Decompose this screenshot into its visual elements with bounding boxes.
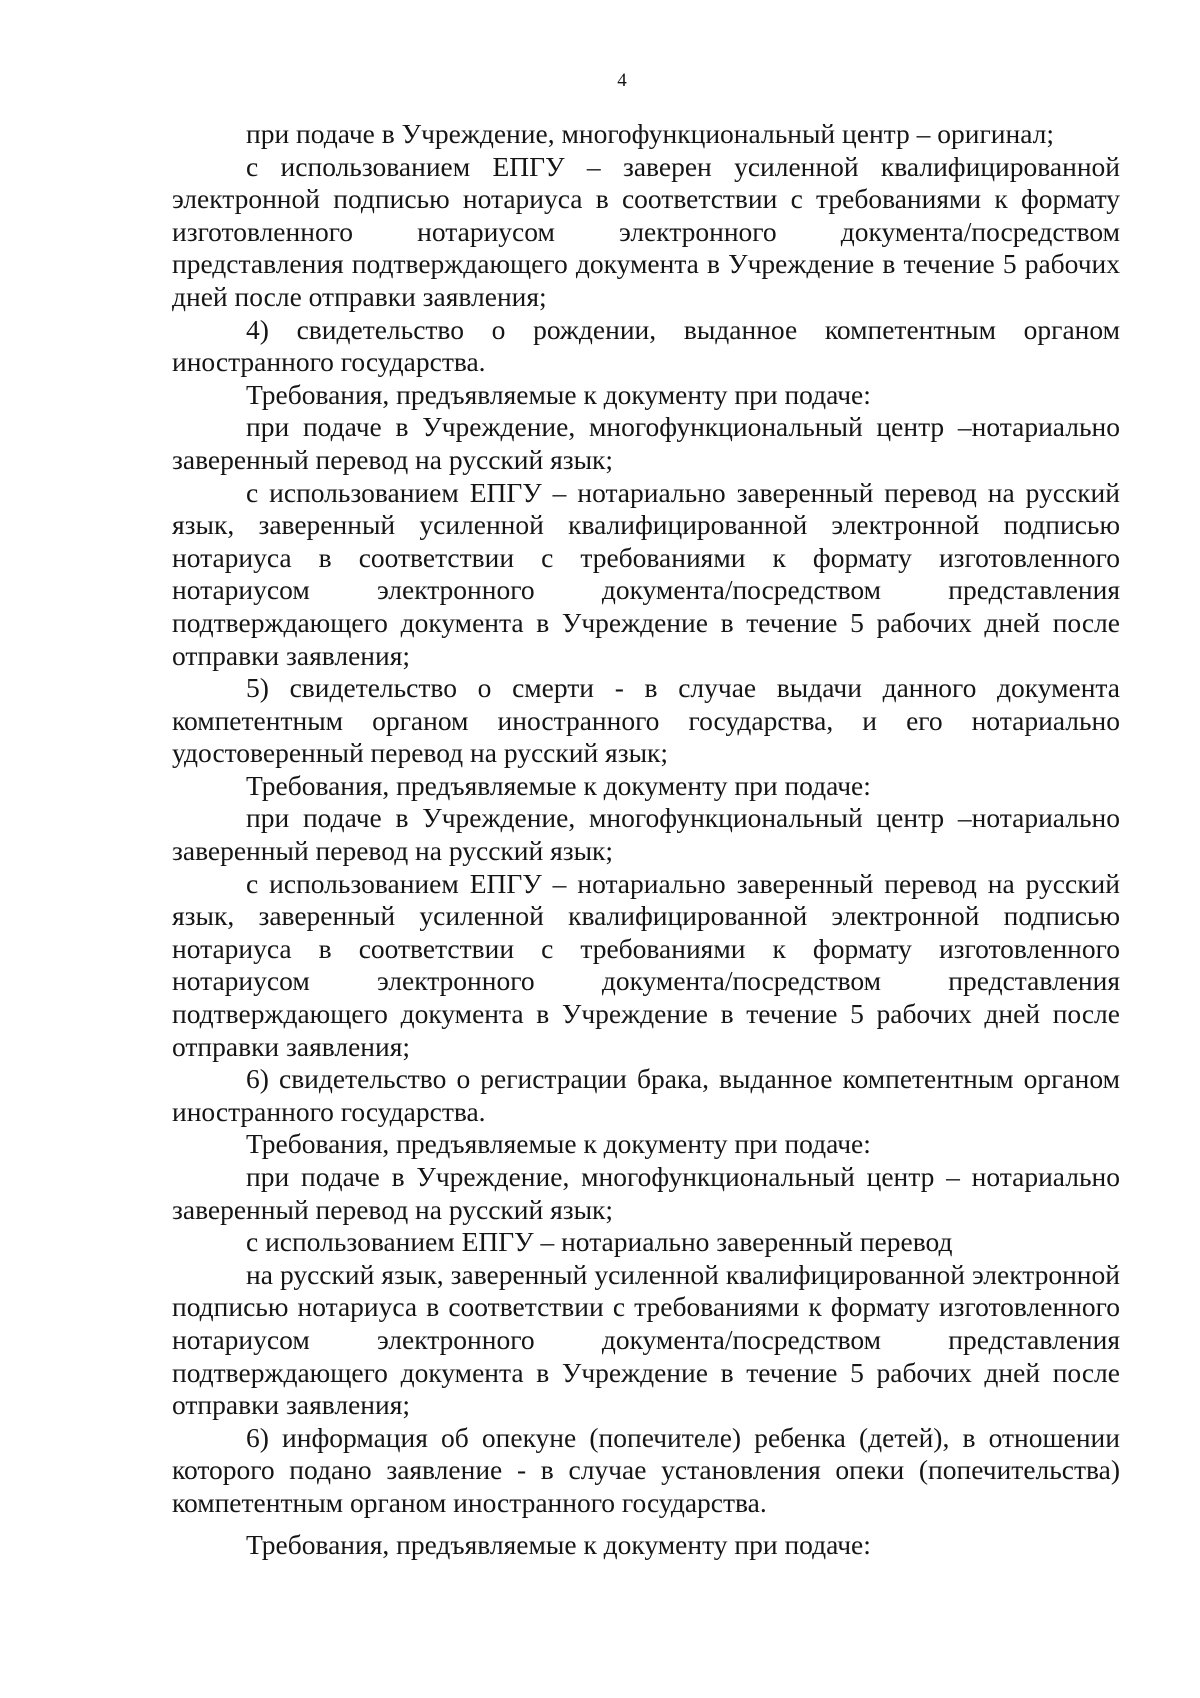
paragraph: 6) информация об опекуне (попечителе) ребенка (детей), в отношении которого подано заявление - в случае установления опеки (попечительства) компетентным органом иностранного государства. [172,1421,1120,1518]
page-number: 4 [617,70,627,91]
paragraph: с использованием ЕПГУ – нотариально заверенный перевод на русский язык, заверенный усиленной квалифицированной электронной подписью нотариуса в соответствии с требованиями к формату изготовленного нотариусом электронного документа/посредством представления подтверждающего документа в Учреждение в течение 5 рабочих дней после отправки заявления; [172,867,1120,1062]
document-body [172,118,1120,1561]
paragraph: с использованием ЕПГУ – нотариально заверенный перевод на русский язык, заверенный усиленной квалифицированной электронной подписью нотариуса в соответствии с требованиями к формату изготовленного нотариусом электронного документа/посредством представления подтверждающего документа в Учреждение в течение 5 рабочих дней после отправки заявления; [172,476,1120,671]
paragraph: Требования, предъявляемые к документу при подаче: [246,1128,871,1160]
paragraph: при подаче в Учреждение, многофункциональный центр – нотариально заверенный перевод на русский язык; [172,1161,1120,1225]
paragraph: 5) свидетельство о смерти - в случае выдачи данного документа компетентным органом иностранного государства, и его нотариально удостоверенный перевод на русский язык; [172,672,1120,769]
paragraph: на русский язык, заверенный усиленной квалифицированной электронной подписью нотариуса в соответствии с требованиями к формату изготовленного нотариусом электронного документа/посредством представления подтверждающего документа в Учреждение в течение 5 рабочих дней после отправки заявления; [172,1258,1120,1421]
paragraph: с использованием ЕПГУ – заверен усиленной квалифицированной электронной подписью нотариуса в соответствии с требованиями к формату изготовленного нотариусом электронного документа/посредством представления подтверждающего документа в Учреждение в течение 5 рабочих дней после отправки заявления; [172,150,1120,312]
paragraph: Требования, предъявляемые к документу при подаче: [246,1528,871,1560]
paragraph: с использованием ЕПГУ – нотариально заверенный перевод [246,1226,953,1258]
paragraph: 6) свидетельство о регистрации брака, выданное компетентным органом иностранного государства. [172,1063,1120,1127]
paragraph: Требования, предъявляемые к документу при подаче: [246,378,871,410]
paragraph: при подаче в Учреждение, многофункциональный центр –нотариально заверенный перевод на русский язык; [172,802,1120,867]
paragraph: при подаче в Учреждение, многофункциональный центр – оригинал; [246,118,1055,149]
paragraph: при подаче в Учреждение, многофункциональный центр –нотариально заверенный перевод на русский язык; [172,411,1120,475]
paragraph: Требования, предъявляемые к документу при подаче: [246,769,871,801]
paragraph: 4) свидетельство о рождении, выданное компетентным органом иностранного государства. [172,313,1120,378]
